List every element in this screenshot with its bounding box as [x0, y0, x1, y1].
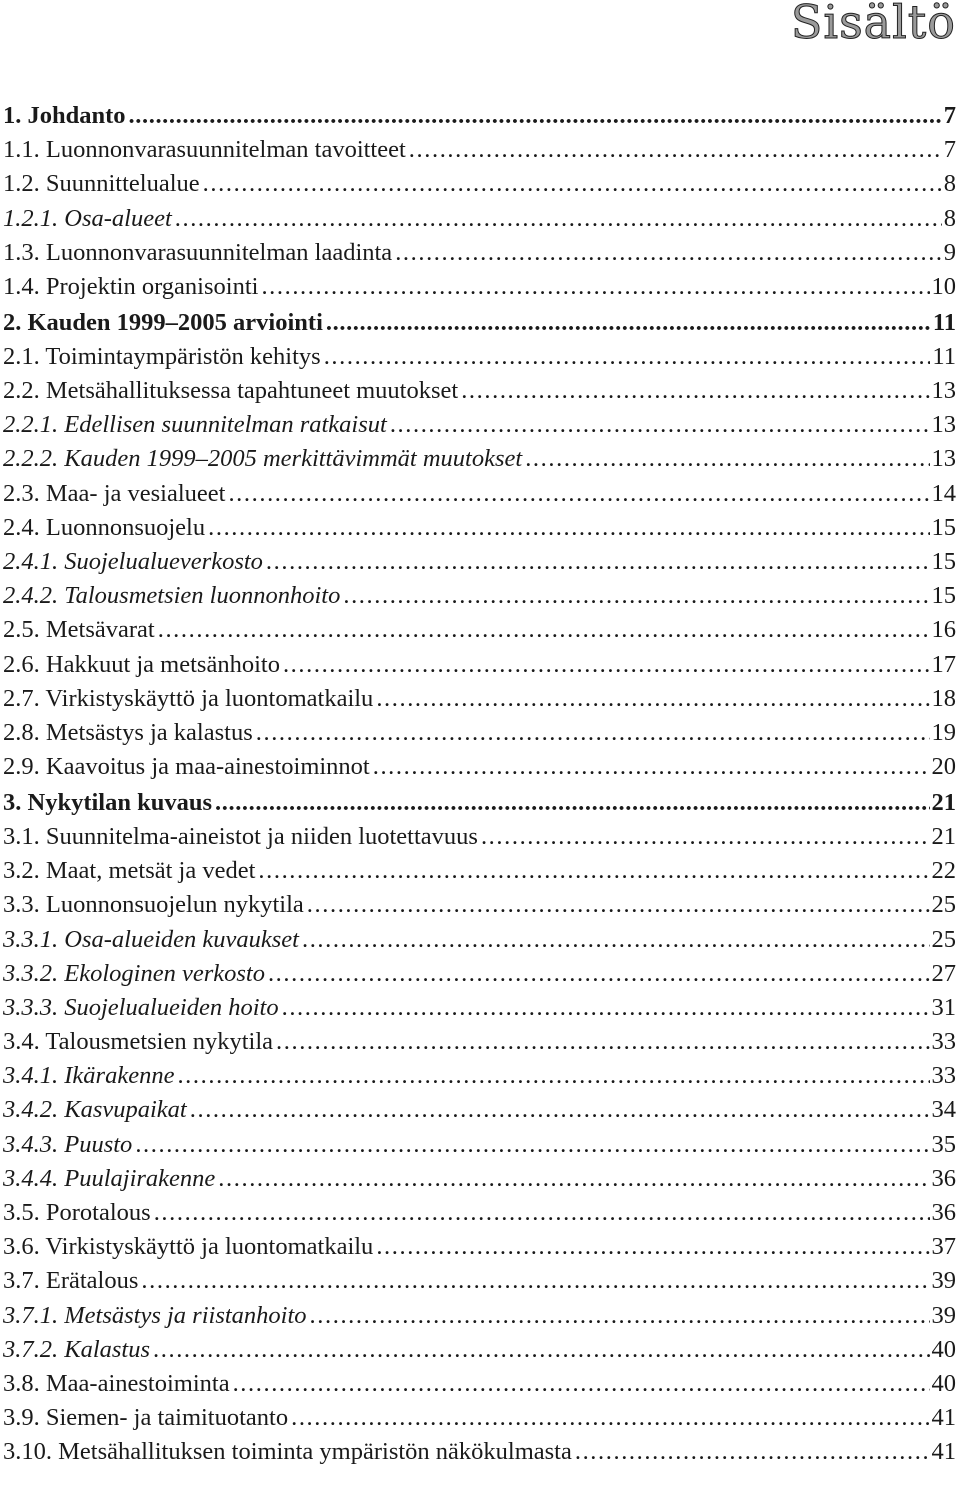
toc-entry-title: 3.4.3. Puusto [3, 1130, 133, 1158]
toc-entry-title: 2.1. Toimintaympäristön kehitys [3, 342, 321, 370]
toc-entry[interactable] [3, 923, 956, 957]
toc-entry[interactable] [3, 716, 956, 750]
toc-entry-title: 2.3. Maa- ja vesialueet [3, 479, 226, 507]
dot-leader [575, 1435, 930, 1469]
toc-entry-page-number: 39 [931, 1301, 956, 1329]
dot-leader [461, 374, 929, 408]
toc-entry-title: 3.4.2. Kasvupaikat [3, 1096, 187, 1124]
toc-entry[interactable] [3, 1162, 956, 1196]
dot-leader [233, 1367, 930, 1401]
dot-leader [283, 648, 930, 682]
toc-entry-title: 3.4.1. Ikärakenne [3, 1062, 175, 1090]
toc-entry-page-number: 17 [931, 650, 956, 678]
toc-entry-page-number: 9 [943, 238, 956, 266]
toc-entry-page-number: 21 [931, 788, 956, 816]
toc-entry-title: 3.3.1. Osa-alueiden kuvaukset [3, 925, 299, 953]
toc-entry[interactable] [3, 1367, 956, 1401]
toc-entry-page-number: 13 [931, 377, 956, 404]
toc-entry-title: 3.10. Metsähallituksen toiminta ympäristön näkökulmasta [3, 1438, 572, 1466]
toc-entry[interactable] [3, 202, 956, 236]
toc-entry[interactable] [3, 374, 956, 408]
toc-entry-title: 1.3. Luonnonvarasuunnitelman laadinta [3, 238, 393, 266]
dot-leader [326, 306, 931, 340]
dot-leader [276, 1025, 929, 1059]
toc-entry[interactable] [3, 340, 956, 374]
toc-entry-page-number: 13 [931, 445, 956, 473]
toc-entry[interactable] [3, 786, 956, 820]
dot-leader [158, 613, 930, 647]
toc-entry[interactable] [3, 167, 956, 201]
toc-entry-title: 3.1. Suunnitelma-aineistot ja niiden luotettavuus [3, 822, 478, 850]
toc-entry-page-number: 40 [931, 1335, 956, 1363]
toc-entry-title: 3.5. Porotalous [3, 1199, 151, 1226]
toc-entry[interactable] [3, 408, 956, 442]
toc-entry[interactable] [3, 270, 956, 304]
toc-entry[interactable] [3, 1059, 956, 1093]
toc-entry-title: 3.4.4. Puulajirakenne [3, 1164, 216, 1192]
toc-entry-title: 2.5. Metsävarat [3, 616, 155, 644]
toc-entry-title: 2.2.2. Kauden 1999–2005 merkittävimmät muutokset [3, 445, 523, 473]
dot-leader [268, 957, 930, 991]
toc-entry-page-number: 18 [931, 684, 956, 712]
toc-entry-page-number: 37 [931, 1233, 956, 1261]
toc-entry[interactable] [3, 511, 956, 545]
dot-leader [135, 1128, 929, 1162]
toc-entry[interactable] [3, 1230, 956, 1264]
toc-entry-title: 2.9. Kaavoitus ja maa-ainestoiminnot [3, 753, 370, 781]
dot-leader [215, 786, 929, 820]
dot-leader [307, 888, 930, 922]
toc-entry-title: 2.8. Metsästys ja kalastus [3, 718, 253, 746]
dot-leader [343, 579, 929, 613]
toc-entry[interactable] [3, 133, 956, 167]
dot-leader [376, 682, 929, 716]
toc-entry-page-number: 7 [943, 102, 956, 129]
dot-leader [177, 1059, 929, 1093]
toc-entry-title: 1. Johdanto [3, 102, 126, 129]
toc-entry[interactable] [3, 236, 956, 270]
toc-entry-page-number: 11 [932, 308, 956, 336]
toc-entry-page-number: 36 [931, 1164, 956, 1192]
toc-entry-page-number: 16 [931, 616, 956, 644]
dot-leader [395, 236, 942, 270]
toc-entry[interactable] [3, 1435, 956, 1469]
dot-leader [376, 1230, 929, 1264]
toc-entry-title: 2. Kauden 1999–2005 arviointi [3, 308, 323, 336]
toc-entry-title: 3. Nykytilan kuvaus [3, 788, 213, 816]
toc-entry[interactable] [3, 613, 956, 647]
toc-entry[interactable] [3, 648, 956, 682]
toc-entry-title: 3.3.3. Suojelualueiden hoito [3, 993, 279, 1021]
toc-entry[interactable] [3, 477, 956, 511]
dot-leader [153, 1333, 929, 1367]
toc-entry-page-number: 41 [931, 1404, 956, 1432]
toc-entry[interactable] [3, 306, 956, 340]
toc-entry-title: 3.3.2. Ekologinen verkosto [3, 959, 265, 987]
toc-entry-page-number: 36 [931, 1199, 956, 1226]
toc-entry[interactable] [3, 1093, 956, 1127]
toc-entry-title: 1.2. Suunnittelualue [3, 170, 200, 198]
dot-leader [282, 991, 930, 1025]
dot-leader [266, 545, 930, 579]
toc-entry-page-number: 31 [931, 993, 956, 1021]
toc-entry[interactable] [3, 820, 956, 854]
toc-entry-title: 2.2.1. Edellisen suunnitelman ratkaisut [3, 411, 387, 439]
toc-entry-page-number: 8 [943, 170, 956, 198]
dot-leader [261, 270, 929, 304]
dot-leader [208, 511, 929, 545]
dot-leader [175, 202, 942, 236]
toc-entry-page-number: 19 [931, 718, 956, 746]
table-of-contents [3, 99, 956, 1470]
dot-leader [302, 923, 930, 957]
toc-entry-page-number: 13 [931, 411, 956, 439]
dot-leader [324, 340, 931, 374]
toc-entry-title: 3.2. Maat, metsät ja vedet [3, 857, 256, 885]
toc-entry[interactable] [3, 1025, 956, 1059]
toc-entry[interactable] [3, 682, 956, 716]
toc-entry[interactable] [3, 957, 956, 991]
toc-entry-page-number: 33 [931, 1062, 956, 1090]
toc-entry-title: 3.6. Virkistyskäyttö ja luontomatkailu [3, 1233, 374, 1261]
toc-entry-page-number: 35 [931, 1130, 956, 1158]
toc-entry-title: 1.2.1. Osa-alueet [3, 204, 172, 232]
toc-entry[interactable] [3, 442, 956, 476]
dot-leader [228, 477, 929, 511]
toc-entry-page-number: 25 [931, 925, 956, 953]
toc-entry-page-number: 40 [931, 1369, 956, 1397]
toc-entry-title: 2.4.1. Suojelualueverkosto [3, 547, 263, 575]
dot-leader [154, 1196, 930, 1230]
dot-leader [310, 1299, 930, 1333]
toc-entry[interactable] [3, 1128, 956, 1162]
toc-entry-title: 3.9. Siemen- ja taimituotanto [3, 1404, 289, 1432]
dot-leader [190, 1093, 930, 1127]
dot-leader [291, 1401, 929, 1435]
toc-entry[interactable] [3, 854, 956, 888]
toc-entry-page-number: 20 [931, 753, 956, 781]
toc-entry-title: 2.4.2. Talousmetsien luonnonhoito [3, 582, 341, 610]
toc-entry-page-number: 15 [931, 513, 956, 541]
dot-leader [481, 820, 930, 854]
toc-entry-title: 3.4. Talousmetsien nykytila [3, 1028, 274, 1056]
toc-entry[interactable] [3, 750, 956, 784]
toc-entry-title: 2.6. Hakkuut ja metsänhoito [3, 650, 280, 678]
toc-entry-page-number: 39 [931, 1267, 956, 1295]
dot-leader [218, 1162, 929, 1196]
toc-entry-page-number: 11 [932, 342, 956, 370]
toc-entry-page-number: 25 [931, 891, 956, 919]
dot-leader [373, 750, 930, 784]
dot-leader [129, 99, 942, 133]
toc-entry-title: 3.7.1. Metsästys ja riistanhoito [3, 1301, 307, 1329]
toc-entry[interactable] [3, 888, 956, 922]
toc-entry-title: 3.7.2. Kalastus [3, 1335, 151, 1363]
toc-entry-page-number: 14 [931, 479, 956, 507]
dot-leader [256, 716, 930, 750]
toc-entry[interactable] [3, 1401, 956, 1435]
toc-entry-page-number: 10 [931, 272, 956, 300]
toc-entry-page-number: 7 [943, 136, 956, 164]
toc-entry[interactable] [3, 991, 956, 1025]
toc-entry[interactable] [3, 1299, 956, 1333]
toc-entry-title: 2.2. Metsähallituksessa tapahtuneet muutokset [3, 377, 459, 404]
toc-entry[interactable] [3, 1196, 956, 1230]
toc-entry[interactable] [3, 99, 956, 133]
dot-leader [525, 442, 929, 476]
toc-entry-page-number: 33 [931, 1028, 956, 1056]
dot-leader [390, 408, 930, 442]
toc-entry-page-number: 21 [931, 822, 956, 850]
toc-entry[interactable] [3, 579, 956, 613]
dot-leader [409, 133, 942, 167]
toc-entry-title: 3.7. Erätalous [3, 1267, 139, 1295]
toc-entry-page-number: 41 [931, 1438, 956, 1466]
toc-entry-page-number: 34 [931, 1096, 956, 1124]
toc-entry-page-number: 15 [931, 547, 956, 575]
page-title: Sisältö [790, 0, 956, 49]
toc-entry-title: 3.3. Luonnonsuojelun nykytila [3, 891, 304, 919]
toc-entry-title: 1.4. Projektin organisointi [3, 272, 259, 300]
toc-entry-title: 2.7. Virkistyskäyttö ja luontomatkailu [3, 684, 374, 712]
dot-leader [258, 854, 929, 888]
toc-entry-title: 3.8. Maa-ainestoiminta [3, 1369, 230, 1397]
toc-entry-page-number: 8 [943, 204, 956, 232]
toc-entry-page-number: 27 [931, 959, 956, 987]
toc-entry-page-number: 22 [931, 857, 956, 885]
dot-leader [203, 167, 942, 201]
toc-entry-title: 1.1. Luonnonvarasuunnitelman tavoitteet [3, 136, 406, 164]
toc-entry-title: 2.4. Luonnonsuojelu [3, 513, 206, 541]
toc-entry[interactable] [3, 545, 956, 579]
dot-leader [141, 1264, 929, 1298]
toc-entry[interactable] [3, 1333, 956, 1367]
toc-entry-page-number: 15 [931, 582, 956, 610]
toc-entry[interactable] [3, 1264, 956, 1298]
